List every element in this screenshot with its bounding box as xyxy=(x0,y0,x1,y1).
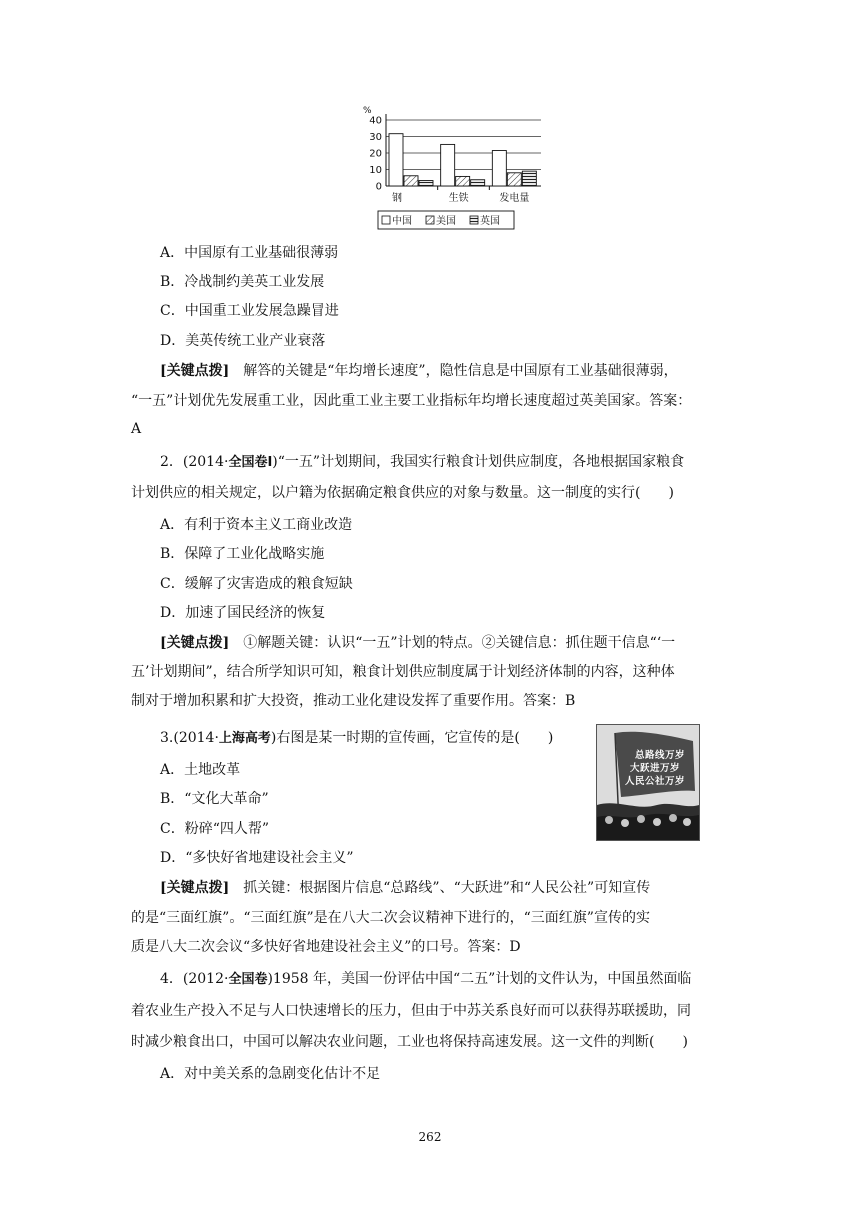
legend-label: 英国 xyxy=(480,216,500,227)
q1-option-b: B．冷战制约美英工业发展 xyxy=(160,274,325,290)
x-category-label: 钢 xyxy=(392,193,402,204)
q3-stem xyxy=(160,728,553,749)
q3-key-line-2: 的是“三面红旗”。“三面红旗”是在八大二次会议精神下进行的，“三面红旗”宣传的实 xyxy=(131,910,650,926)
legend-swatch-英国 xyxy=(470,216,478,224)
q3-key-line-1 xyxy=(160,878,650,898)
q2-option-c: C．缓解了灾害造成的粮食短缺 xyxy=(160,576,353,592)
q4-number: 4．(2012· xyxy=(160,971,229,987)
q2-option-b: B．保障了工业化战略实施 xyxy=(160,546,325,562)
poster-line-1: 总路线万岁 xyxy=(635,750,686,761)
q2-key-line-3: 制对于增加积累和扩大投资，推动工业化建设发挥了重要作用。答案：B xyxy=(131,693,576,709)
q4-source: 全国卷 xyxy=(228,972,268,987)
q2-source: 全国卷Ⅰ xyxy=(228,455,273,470)
x-category-label: 发电量 xyxy=(499,193,530,204)
q2-key-line-2: 五’计划期间”，结合所学知识可知，粮食计划供应制度属于计划经济体制的内容，这种体 xyxy=(131,664,675,680)
q1-option-a: A．中国原有工业基础很薄弱 xyxy=(160,245,339,261)
bar-中国-钢 xyxy=(389,134,403,186)
q2-stem-line-1 xyxy=(160,452,684,473)
q1-option-c: C．中国重工业发展急躁冒进 xyxy=(160,303,339,319)
q3-option-d: D．“多快好省地建设社会主义” xyxy=(160,850,354,866)
legend-label: 中国 xyxy=(392,216,412,227)
q1-key-line-2: “一五”计划优先发展重工业，因此重工业主要工业指标年均增长速度超过英美国家。答案： xyxy=(131,393,692,409)
q1-option-d: D．美英传统工业产业衰落 xyxy=(160,333,326,349)
q3-source: 上海高考 xyxy=(218,731,271,746)
bar-英国-钢 xyxy=(419,181,433,186)
page-number: 262 xyxy=(418,1130,442,1144)
y-tick-label: 10 xyxy=(369,165,382,176)
industry-growth-chart xyxy=(356,100,552,234)
q1-key-text-1: 解答的关键是“年均增长速度”，隐性信息是中国原有工业基础很薄弱， xyxy=(243,363,678,379)
legend-swatch-美国 xyxy=(426,216,434,224)
poster-line-3: 人民公社万岁 xyxy=(625,776,686,787)
bar-美国-发电量 xyxy=(507,173,521,186)
propaganda-poster-image xyxy=(596,724,700,841)
legend-label: 美国 xyxy=(436,216,456,227)
q3-option-b: B．“文化大革命” xyxy=(160,791,269,807)
y-tick-label: 20 xyxy=(369,148,382,160)
q1-key-label: [关键点拨] xyxy=(160,363,230,379)
q2-option-a: A．有利于资本主义工商业改造 xyxy=(160,517,353,533)
q3-stem-text: )右图是某一时期的宣传画，它宣传的是( ) xyxy=(270,730,554,746)
bar-英国-发电量 xyxy=(522,171,536,186)
bar-chart-svg xyxy=(356,100,552,234)
q3-number: 3.(2014· xyxy=(160,730,219,746)
q2-option-d: D．加速了国民经济的恢复 xyxy=(160,605,326,621)
q2-number: 2．(2014· xyxy=(160,454,229,470)
q3-option-a: A．土地改革 xyxy=(160,762,241,778)
bar-英国-生铁 xyxy=(471,180,485,186)
bar-美国-生铁 xyxy=(456,176,470,186)
q4-stem-line-1 xyxy=(160,969,691,990)
q4-stem-text-1: )1958 年，美国一份评估中国“二五”计划的文件认为，中国虽然面临 xyxy=(267,971,692,987)
q2-stem-text-1: )“一五”计划期间，我国实行粮食计划供应制度，各地根据国家粮食 xyxy=(272,454,685,470)
q4-stem-line-3: 时减少粮食出口，中国可以解决农业问题，工业也将保持高速发展。这一文件的判断( ) xyxy=(131,1034,688,1050)
q3-key-label: [关键点拨] xyxy=(160,880,230,896)
y-tick-label: 40 xyxy=(369,115,382,127)
q3-key-text-1: 抓关键：根据图片信息“总路线”、“大跃进”和“人民公社”可知宣传 xyxy=(243,880,651,896)
q4-option-a: A．对中美关系的急剧变化估计不足 xyxy=(160,1066,381,1082)
q3-option-c: C．粉碎“四人帮” xyxy=(160,821,270,837)
y-tick-label: 30 xyxy=(369,132,382,143)
bar-中国-发电量 xyxy=(492,151,506,186)
q2-key-label: [关键点拨] xyxy=(160,635,230,651)
q2-stem-line-2: 计划供应的相关规定，以户籍为依据确定粮食供应的对象与数量。这一制度的实行( ) xyxy=(131,485,674,501)
q3-key-line-3: 质是八大二次会议“多快好省地建设社会主义”的口号。答案：D xyxy=(131,939,521,955)
q1-key-line-3: A xyxy=(131,421,142,437)
bar-美国-钢 xyxy=(404,176,418,186)
bar-中国-生铁 xyxy=(441,144,455,186)
q4-stem-line-2: 着农业生产投入不足与人口快速增长的压力，但由于中苏关系良好而可以获得苏联援助，同 xyxy=(131,1003,691,1019)
poster-line-2: 大跃进万岁 xyxy=(630,763,681,774)
y-axis-unit-label: % xyxy=(363,106,372,116)
x-category-label: 生铁 xyxy=(448,193,469,204)
q2-key-line-1 xyxy=(160,633,675,653)
q1-key-line-1 xyxy=(160,361,678,381)
q2-key-text-1: ①解题关键：认识“一五”计划的特点。②关键信息：抓住题干信息“‘一 xyxy=(243,635,676,651)
legend-swatch-中国 xyxy=(382,216,390,224)
y-tick-label: 0 xyxy=(375,181,382,193)
